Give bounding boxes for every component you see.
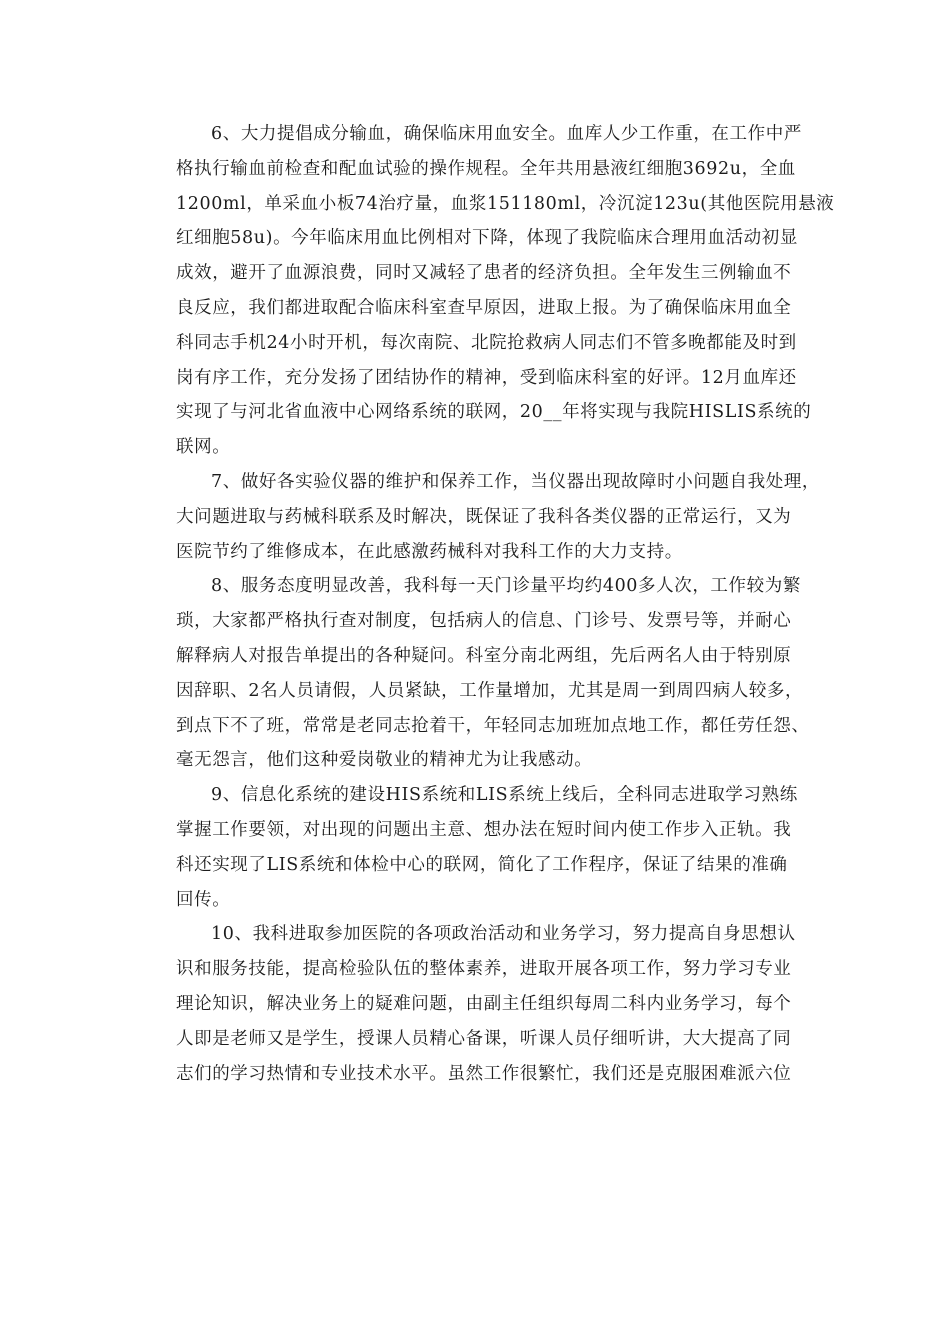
text-line: 实现了与河北省血液中心网络系统的联网，20__年将实现与我院HISLIS系统的 bbox=[176, 402, 812, 423]
text-line: 因辞职、2名人员请假，人员紧缺，工作量增加，尤其是周一到周四病人较多， bbox=[176, 680, 804, 701]
text-line: 掌握工作要领，对出现的问题出主意、想办法在短时间内使工作步入正轨。我 bbox=[176, 819, 792, 840]
text-line: 识和服务技能，提高检验队伍的整体素养，进取开展各项工作，努力学习专业 bbox=[176, 959, 792, 980]
text-line: 10、我科进取参加医院的各项政治活动和业务学习，努力提高自身思想认 bbox=[211, 924, 796, 945]
text-line: 大问题进取与药械科联系及时解决，既保证了我科各类仪器的正常运行，又为 bbox=[176, 506, 792, 527]
text-line: 良反应，我们都进取配合临床科室查早原因，进取上报。为了确保临床用血全 bbox=[176, 297, 792, 318]
text-line: 联网。 bbox=[176, 437, 231, 458]
text-line: 8、服务态度明显改善，我科每一天门诊量平均约400多人次，工作较为繁 bbox=[211, 576, 801, 597]
text-line: 到点下不了班，常常是老同志抢着干，年轻同志加班加点地工作，都任劳任怨、 bbox=[176, 715, 810, 736]
paragraph-8 bbox=[176, 569, 816, 778]
text-line: 理论知识，解决业务上的疑难问题，由副主任组织每周二科内业务学习，每个 bbox=[176, 993, 792, 1014]
text-line: 6、大力提倡成分输血，确保临床用血安全。血库人少工作重，在工作中严 bbox=[211, 124, 802, 144]
text-line: 回传。 bbox=[176, 889, 231, 910]
text-line: 琐，大家都严格执行查对制度，包括病人的信息、门诊号、发票号等，并耐心 bbox=[176, 611, 792, 632]
text-line: 岗有序工作，充分发扬了团结协作的精神，受到临床科室的好评。12月血库还 bbox=[176, 367, 797, 388]
text-line: 志们的学习热情和专业技术水平。虽然工作很繁忙，我们还是克服困难派六位 bbox=[176, 1063, 792, 1084]
text-line: 医院节约了维修成本，在此感激药械科对我科工作的大力支持。 bbox=[176, 541, 683, 562]
paragraph-7 bbox=[176, 465, 821, 569]
paragraph-10 bbox=[176, 917, 816, 1091]
text-line: 解释病人对报告单提出的各种疑问。科室分南北两组，先后两名人由于特别原 bbox=[176, 645, 792, 666]
text-line: 9、信息化系统的建设HIS系统和LIS系统上线后，全科同志进取学习熟练 bbox=[211, 785, 798, 806]
text-line: 人即是老师又是学生，授课人员精心备课，听课人员仔细听讲，大大提高了同 bbox=[176, 1028, 792, 1049]
document-body bbox=[176, 117, 835, 1091]
paragraph-9 bbox=[176, 778, 816, 917]
text-line: 成效，避开了血源浪费，同时又减轻了患者的经济负担。全年发生三例输血不 bbox=[176, 263, 792, 284]
text-line: 格执行输血前检查和配血试验的操作规程。全年共用悬液红细胞3692u，全血 bbox=[176, 158, 796, 179]
paragraph-6 bbox=[176, 117, 835, 465]
text-line: 科还实现了LIS系统和体检中心的联网，简化了工作程序，保证了结果的准确 bbox=[176, 854, 788, 875]
text-line: 1200ml，单采血小板74治疗量，血浆151180ml，冷沉淀123u(其他医院用悬液 bbox=[176, 193, 835, 214]
text-line: 7、做好各实验仪器的维护和保养工作，当仪器出现故障时小问题自我处理， bbox=[211, 471, 821, 492]
text-line: 毫无怨言，他们这种爱岗敬业的精神尤为让我感动。 bbox=[176, 750, 593, 771]
text-line: 红细胞58u)。今年临床用血比例相对下降，体现了我院临床合理用血活动初显 bbox=[176, 228, 798, 249]
text-line: 科同志手机24小时开机，每次南院、北院抢救病人同志们不管多晚都能及时到 bbox=[176, 332, 797, 353]
